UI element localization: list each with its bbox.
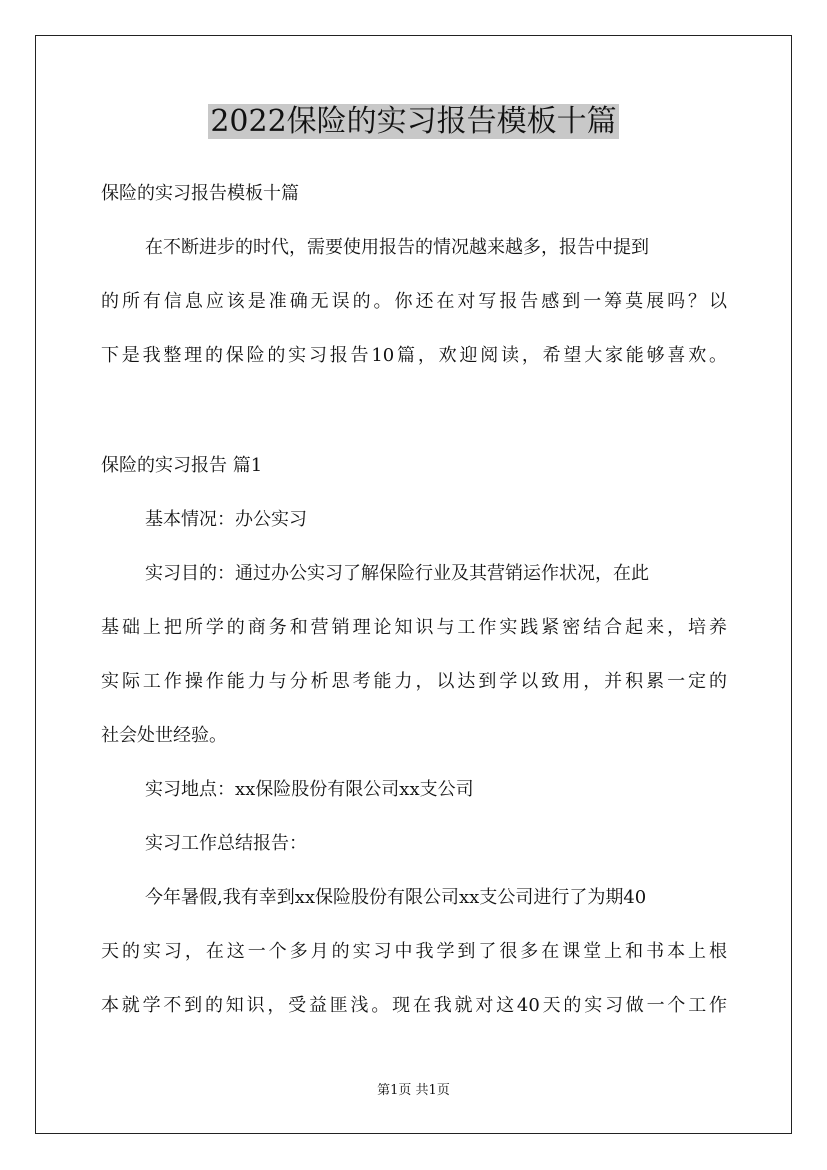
paragraph-line: 基本情况：办公实习	[145, 509, 307, 530]
paragraph-line: 在不断进步的时代，需要使用报告的情况越来越多，报告中提到	[145, 237, 649, 258]
document-title: 2022保险的实习报告模板十篇	[210, 104, 617, 139]
paragraph-line: 本就学不到的知识，受益匪浅。现在我就对这40天的实习做一个工作	[101, 995, 727, 1016]
page-footer: 第1页 共1页	[377, 1083, 450, 1098]
paragraph-line: 实习工作总结报告：	[145, 833, 307, 854]
subtitle-line: 保险的实习报告模板十篇	[101, 183, 299, 204]
paragraph-line: 实习地点：xx保险股份有限公司xx支公司	[145, 779, 474, 800]
paragraph-line: 的所有信息应该是准确无误的。你还在对写报告感到一筹莫展吗？以	[101, 291, 727, 312]
paragraph-line: 实习目的：通过办公实习了解保险行业及其营销运作状况，在此	[145, 563, 649, 584]
paragraph-line: 社会处世经验。	[101, 725, 227, 746]
section-heading: 保险的实习报告 篇1	[101, 455, 263, 476]
paragraph-line: 下是我整理的保险的实习报告10篇，欢迎阅读，希望大家能够喜欢。	[101, 345, 727, 366]
paragraph-line: 基础上把所学的商务和营销理论知识与工作实践紧密结合起来，培养	[101, 617, 727, 638]
paragraph-line: 今年暑假,我有幸到xx保险股份有限公司xx支公司进行了为期40	[145, 887, 647, 908]
paragraph-line: 天的实习，在这一个多月的实习中我学到了很多在课堂上和书本上根	[101, 941, 727, 962]
paragraph-line: 实际工作操作能力与分析思考能力，以达到学以致用，并积累一定的	[101, 671, 727, 692]
